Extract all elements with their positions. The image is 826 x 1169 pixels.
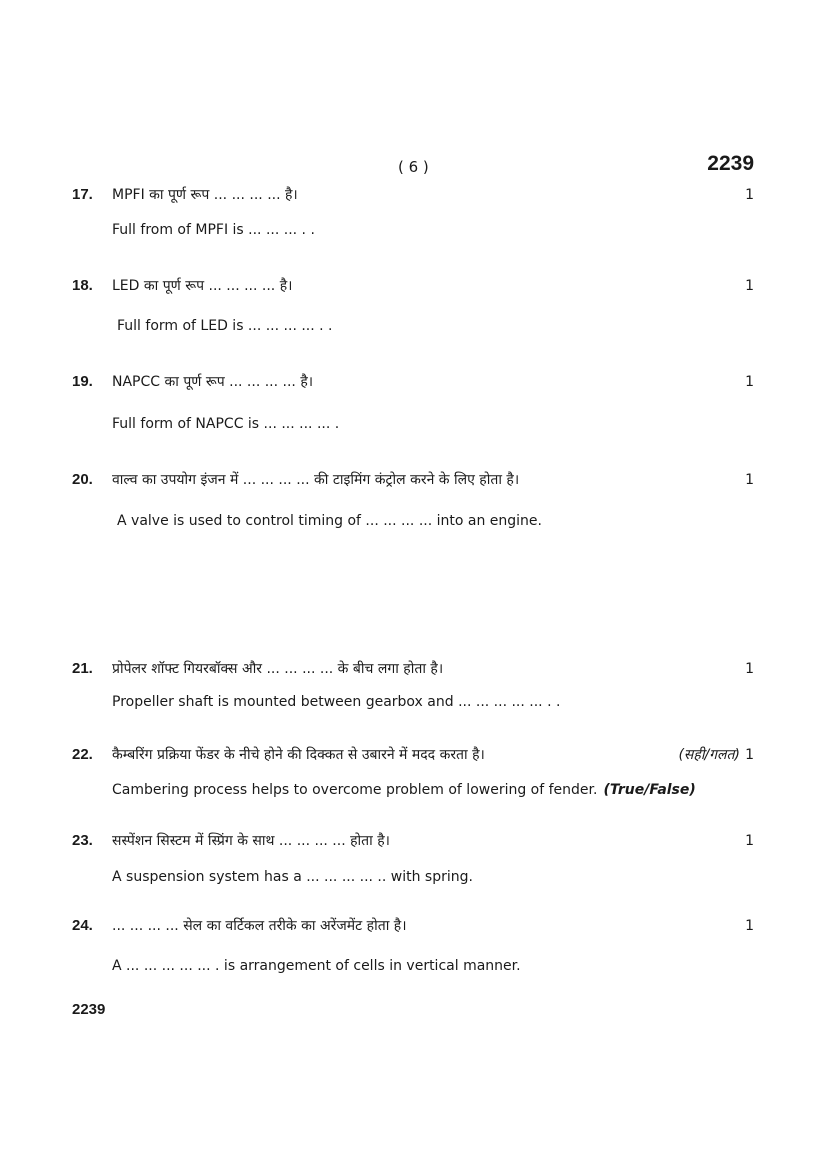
question-text-english-line bbox=[112, 779, 754, 801]
paper-code-footer: 2239 bbox=[72, 1001, 106, 1018]
question-text-english: Cambering process helps to overcome problem of lowering of fender. bbox=[112, 782, 598, 798]
question-text-english: Propeller shaft is mounted between gearbox and ... ... ... ... ... . . bbox=[112, 694, 561, 710]
question-text-hindi: NAPCC का पूर्ण रूप ... ... ... ... है। bbox=[112, 374, 314, 390]
question-text-english: A ... ... ... ... ... . is arrangement of cells in vertical manner. bbox=[112, 958, 521, 974]
question-text-english: A valve is used to control timing of ... ... ... ... into an engine. bbox=[117, 513, 542, 529]
question-number: 23. bbox=[72, 832, 93, 849]
question-21 bbox=[72, 658, 754, 713]
question-text-hindi: सस्पेंशन सिस्टम में स्प्रिंग के साथ ... ... ... ... होता है। bbox=[112, 833, 390, 849]
question-20 bbox=[72, 469, 754, 532]
question-text-english: Full form of NAPCC is ... ... ... ... . bbox=[112, 416, 340, 432]
question-text-hindi: LED का पूर्ण रूप ... ... ... ... है। bbox=[112, 278, 293, 294]
question-marks: 1 bbox=[745, 278, 754, 294]
question-text-hindi: MPFI का पूर्ण रूप ... ... ... ... है। bbox=[112, 187, 298, 203]
question-23 bbox=[72, 830, 754, 888]
question-24 bbox=[72, 915, 754, 977]
question-marks: 1 bbox=[745, 661, 754, 677]
question-number: 24. bbox=[72, 917, 93, 934]
page-number: ( 6 ) bbox=[398, 158, 429, 176]
question-text-hindi: कैम्बरिंग प्रक्रिया फेंडर के नीचे होने की दिक्कत से उबारने में मदद करता है। bbox=[112, 747, 485, 763]
question-marks: 1 bbox=[745, 918, 754, 934]
question-number: 21. bbox=[72, 660, 93, 677]
question-number: 22. bbox=[72, 746, 93, 763]
question-marks: 1 bbox=[745, 833, 754, 849]
question-marks: 1 bbox=[745, 472, 754, 488]
question-text-english: Full form of LED is ... ... ... ... . . bbox=[117, 318, 333, 334]
question-17 bbox=[72, 184, 754, 241]
question-number: 20. bbox=[72, 471, 93, 488]
question-18 bbox=[72, 275, 754, 337]
true-false-label-hindi: (सही/गलत) bbox=[678, 747, 740, 763]
question-text-hindi: वाल्व का उपयोग इंजन में ... ... ... ... की टाइमिंग कंट्रोल करने के लिए होता है। bbox=[112, 472, 520, 488]
question-number: 18. bbox=[72, 277, 93, 294]
question-text-hindi: ... ... ... ... सेल का वर्टिकल तरीके का अरेंजमेंट होता है। bbox=[112, 918, 407, 934]
question-marks: 1 bbox=[745, 747, 754, 763]
question-text-english: Full from of MPFI is ... ... ... . . bbox=[112, 222, 315, 238]
question-marks: 1 bbox=[745, 187, 754, 203]
question-marks: 1 bbox=[745, 374, 754, 390]
paper-code-header: 2239 bbox=[707, 152, 754, 175]
question-19 bbox=[72, 371, 754, 435]
question-text-hindi: प्रोपेलर शॉफ्ट गियरबॉक्स और ... ... ... ... के बीच लगा होता है। bbox=[112, 661, 444, 677]
true-false-label-english: (True/False) bbox=[603, 782, 696, 798]
question-text-english: A suspension system has a ... ... ... ... .. with spring. bbox=[112, 869, 473, 885]
question-number: 17. bbox=[72, 186, 93, 203]
question-22 bbox=[72, 744, 754, 801]
question-number: 19. bbox=[72, 373, 93, 390]
